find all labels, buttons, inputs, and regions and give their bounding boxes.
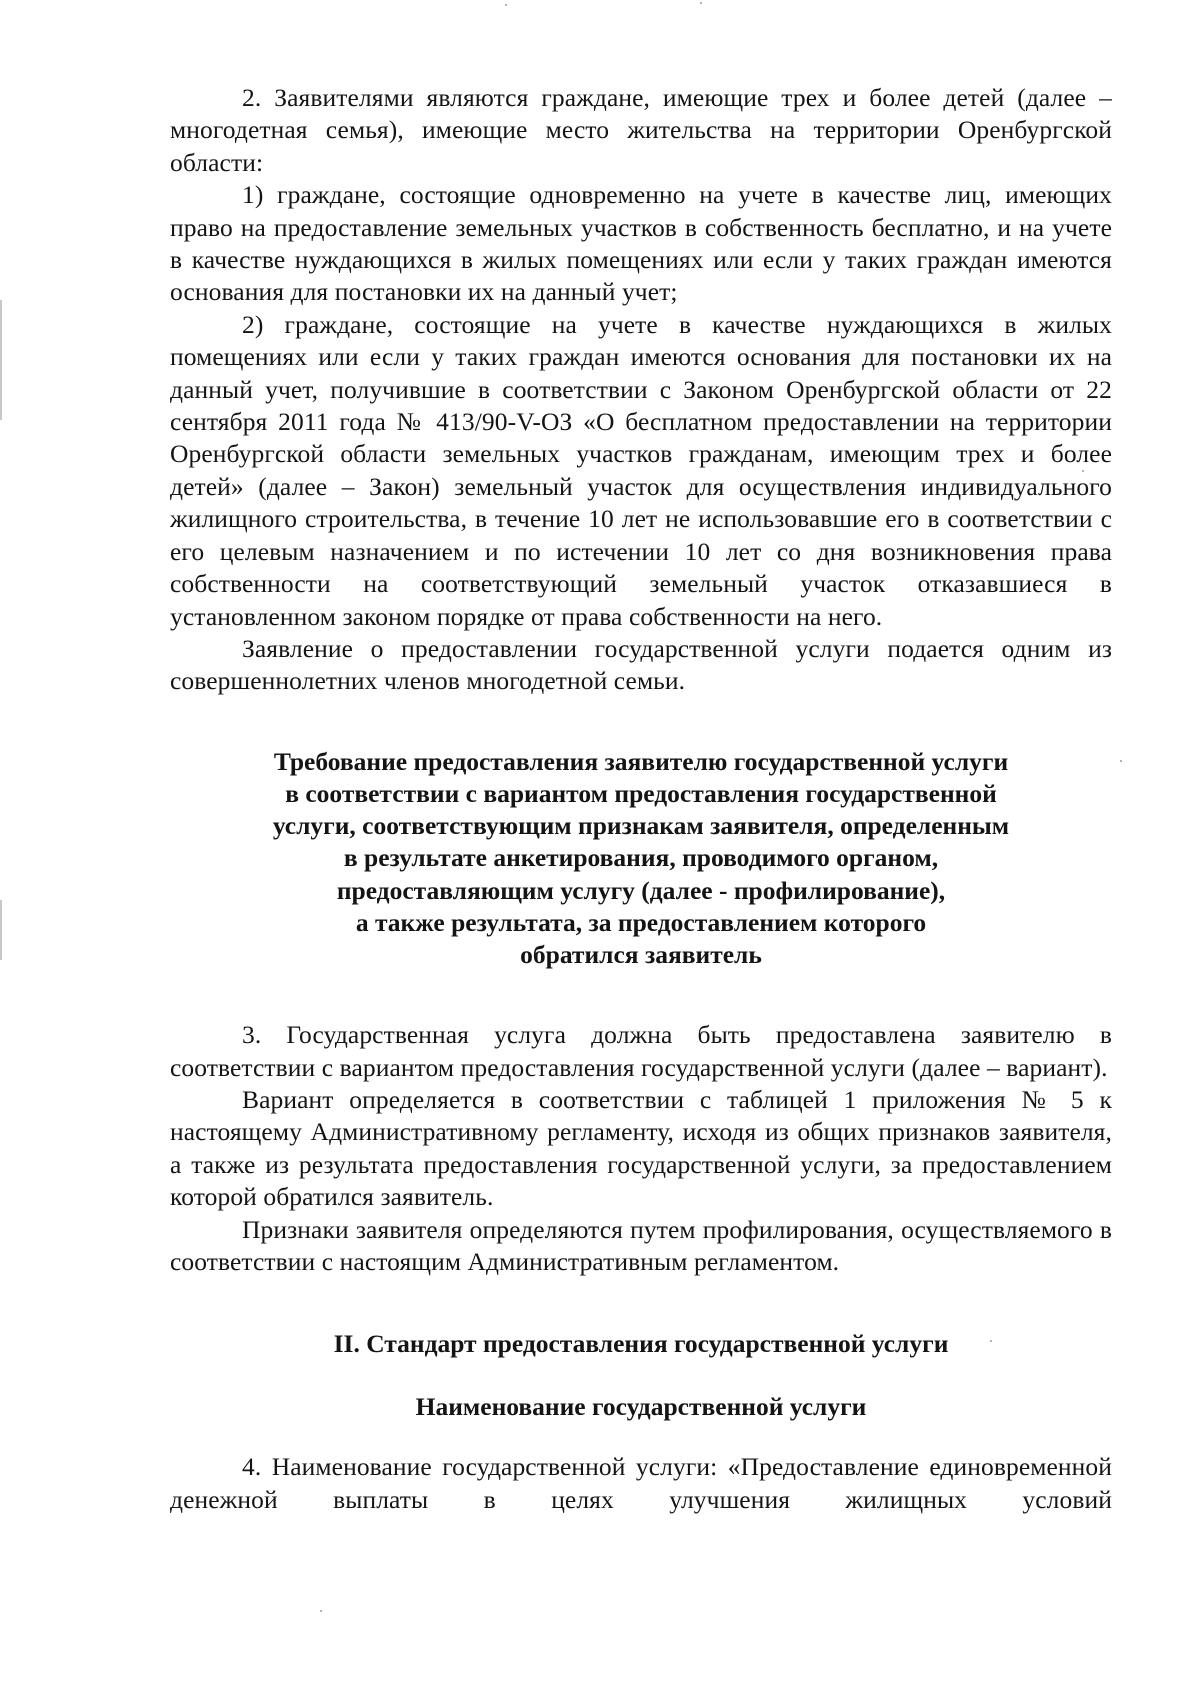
heading-requirement-line: предоставляющим услугу (далее - профилирование),	[336, 875, 946, 905]
heading-requirement-line: обратился заявитель	[520, 939, 762, 969]
heading-requirement	[170, 746, 1112, 971]
paragraph-item-2: 2) граждане, состоящие на учете в качестве нуждающихся в жилых помещениях или если у таких граждан имеются основания для постановки их на данный учет, получившие в соответствии с Законом Оренбургской области от 22 сентября 2011 года № 413/90-V-ОЗ «О бесплатном предоставлении на территории Оренбургской области земельных участков гражданам, имеющим трех и более детей» (далее – Закон) земельный участок для осуществления индивидуального жилищного строительства, в течение 10 лет не использовавшие его в соответствии с его целевым назначением и по истечении 10 лет со дня возникновения права собственности на соответствующий земельный участок отказавшиеся в установленном законом порядке от права собственности на него.	[170, 309, 1112, 631]
scan-speck	[700, 2, 702, 4]
paragraph-applicants: 2. Заявителями являются граждане, имеющие трех и более детей (далее – многодетная семья), имеющие место жительства на территории Оренбургской области:	[170, 83, 1112, 177]
paragraph-service-variant: 3. Государственная услуга должна быть предоставлена заявителю в соответствии с вариантом предоставления государственной услуги (далее – вариант).	[170, 1020, 1112, 1082]
paragraph-application-submission: Заявление о предоставлении государственной услуги подается одним из совершеннолетних членов многодетной семьи.	[170, 633, 1112, 696]
paragraph-applicant-signs: Признаки заявителя определяются путем профилирования, осуществляемого в соответствии с настоящим Административным регламентом.	[170, 1214, 1112, 1276]
paragraph-service-name: 4. Наименование государственной услуги: «Предоставление единовременной денежной выплаты в целях улучшения жилищных условий	[170, 1452, 1112, 1514]
document-page	[170, 82, 1112, 1516]
scan-edge-mark	[0, 900, 2, 960]
scan-speck	[320, 1610, 322, 1612]
section-title: II. Стандарт предоставления государственной услуги	[333, 1329, 949, 1359]
heading-requirement-line: услуги, соответствующим признакам заявителя, определенным	[272, 811, 1010, 841]
scan-edge-mark	[0, 300, 2, 420]
scan-speck	[990, 1340, 992, 1342]
heading-requirement-line: Требование предоставления заявителю государственной услуги	[273, 746, 1009, 776]
subsection-title: Наименование государственной услуги	[415, 1391, 867, 1421]
scan-speck	[1082, 470, 1084, 472]
heading-requirement-line: а также результата, за предоставлением которого	[355, 907, 927, 937]
heading-requirement-line: в результате анкетирования, проводимого органом,	[343, 843, 939, 873]
paragraph-variant-definition: Вариант определяется в соответствии с таблицей 1 приложения № 5 к настоящему Административному регламенту, исходя из общих признаков заявителя, а также из результата предоставления государственной услуги, за предоставлением которой обратился заявитель.	[170, 1084, 1112, 1212]
heading-requirement-line: в соответствии с вариантом предоставления государственной	[285, 778, 997, 808]
scan-speck	[505, 4, 507, 6]
scan-speck	[1120, 760, 1122, 762]
paragraph-item-1: 1) граждане, состоящие одновременно на учете в качестве лиц, имеющих право на предоставление земельных участков в собственность бесплатно, и на учете в качестве нуждающихся в жилых помещениях или если у таких граждан имеются основания для постановки их на данный учет;	[170, 180, 1112, 307]
